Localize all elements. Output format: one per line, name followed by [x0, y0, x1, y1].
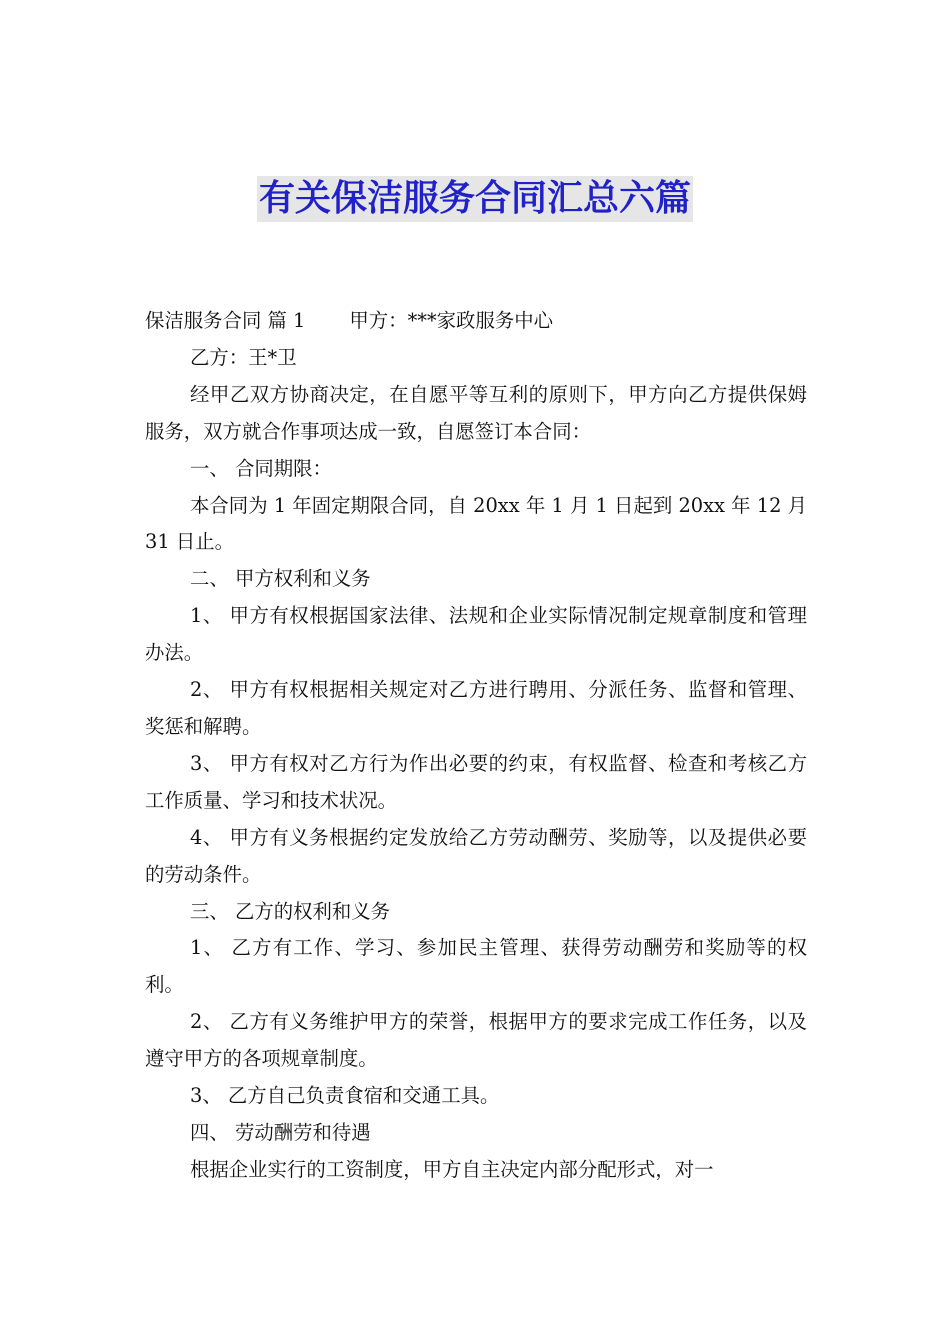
contract-heading-line [145, 303, 807, 340]
paragraph: 根据企业实行的工资制度，甲方自主决定内部分配形式，对一 [190, 1157, 714, 1181]
paragraph: 1、 乙方有工作、学习、参加民主管理、获得劳动酬劳和奖励等的权利。 [145, 936, 807, 997]
section-heading: 四、 劳动酬劳和待遇 [190, 1120, 371, 1144]
section-heading: 二、 甲方权利和义务 [190, 567, 371, 591]
paragraph: 1、 甲方有权根据国家法律、法规和企业实际情况制定规章制度和管理办法。 [145, 604, 807, 665]
section-heading: 三、 乙方的权利和义务 [190, 899, 391, 923]
paragraph: 2、 乙方有义务维护甲方的荣誉，根据甲方的要求完成工作任务，以及遵守甲方的各项规章制度。 [145, 1010, 807, 1071]
paragraph: 3、 甲方有权对乙方行为作出必要的约束，有权监督、检查和考核乙方工作质量、学习和技术状况。 [145, 751, 807, 812]
paragraph: 经甲乙双方协商决定，在自愿平等互利的原则下，甲方向乙方提供保姆服务，双方就合作事项达成一致，自愿签订本合同： [145, 382, 807, 443]
paragraph: 本合同为 1 年固定期限合同，自 20xx 年 1 月 1 日起到 20xx 年 12 月 31 日止。 [145, 493, 807, 554]
document-body [145, 303, 807, 1189]
contract-section-label: 保洁服务合同 篇 1 [145, 309, 306, 332]
paragraph: 3、 乙方自己负责食宿和交通工具。 [190, 1084, 500, 1108]
paragraph: 乙方：王*卫 [190, 345, 297, 369]
section-heading: 一、 合同期限： [190, 456, 332, 480]
title-container [0, 176, 950, 222]
paragraph: 4、 甲方有义务根据约定发放给乙方劳动酬劳、奖励等，以及提供必要的劳动条件。 [145, 825, 807, 886]
document-title: 有关保洁服务合同汇总六篇 [257, 176, 693, 222]
party-a-line: 甲方：***家政服务中心 [349, 309, 554, 332]
paragraph: 2、 甲方有权根据相关规定对乙方进行聘用、分派任务、监督和管理、奖惩和解聘。 [145, 678, 807, 738]
